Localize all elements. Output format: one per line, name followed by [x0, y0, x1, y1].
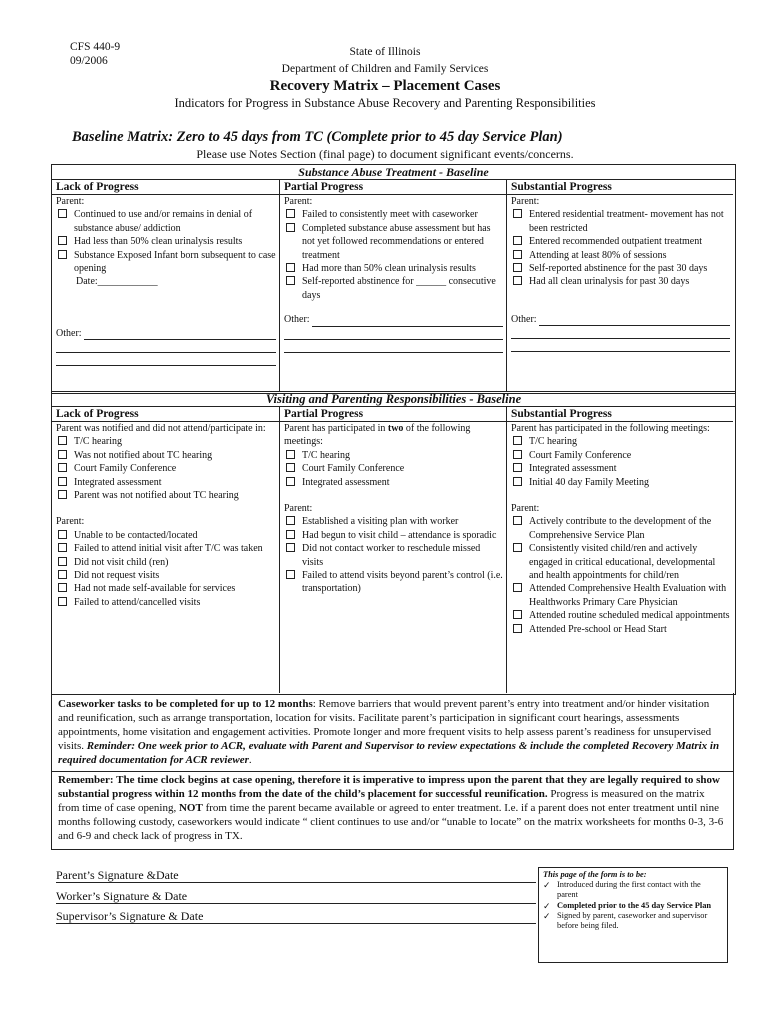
checkmark-icon: ✓: [543, 880, 551, 891]
checkbox-item: Unable to be contacted/located: [56, 529, 276, 542]
checkbox[interactable]: [58, 597, 67, 606]
other-field[interactable]: Other:: [511, 313, 730, 326]
checkbox[interactable]: [58, 490, 67, 499]
parent-label: Parent:: [511, 196, 540, 207]
substance-substantial-column: [507, 195, 733, 392]
parent-label: Parent:: [284, 503, 313, 515]
checkbox-item: Had more than 50% clean urinalysis results: [284, 262, 503, 275]
blank-line[interactable]: [56, 364, 276, 366]
blank-line[interactable]: [511, 337, 730, 339]
checkbox-item: Had all clean urinalysis for past 30 days: [511, 275, 730, 288]
checkbox[interactable]: [286, 223, 295, 232]
substance-partial-header: Partial Progress: [280, 180, 507, 195]
checkbox[interactable]: [513, 624, 522, 633]
visiting-partial-header: Partial Progress: [280, 407, 507, 422]
parent-label: Parent:: [284, 196, 313, 207]
checkbox[interactable]: [513, 276, 522, 285]
checkbox-item: Integrated assessment: [56, 476, 276, 489]
checkbox-item: Completed substance abuse assessment but has not yet followed recommendations or entered treatment: [284, 222, 503, 262]
checkbox-item: T/C hearing: [511, 435, 730, 448]
substance-section-title: Substance Abuse Treatment - Baseline: [52, 165, 735, 180]
checkbox[interactable]: [58, 250, 67, 259]
remember-note: Remember: The time clock begins at case opening, therefore it is imperative to impress upon the parent that they are legally required to show substantial progress within 12 months from the date of the child’s placement for successful reunification. Progress is measured on the matrix from time of case opening, NOT from time the parent became available or agreed to enter treatment. I.e. if a parent does not enter treatment until nine months following custody, caseworkers would indicate “ client continues to use and/or “unable to locate” on the matrix worksheets for months 0-3, 3-6 and 6-9 and check lack of progress in TX.: [51, 772, 734, 850]
checkbox-item: Consistently visited child/ren and actively engaged in critical educational, developmental and health appointments for child/ren: [511, 542, 730, 582]
checkbox-item: Established a visiting plan with worker: [284, 515, 503, 528]
checkbox-item: Failed to attend/cancelled visits: [56, 596, 276, 609]
visiting-lack-header: Lack of Progress: [52, 407, 280, 422]
blank-line[interactable]: [56, 351, 276, 353]
checkbox[interactable]: [58, 543, 67, 552]
checkbox-item: Was not notified about TC hearing: [56, 449, 276, 462]
checkbox-item: Integrated assessment: [511, 462, 730, 475]
checkbox[interactable]: [58, 583, 67, 592]
checkbox[interactable]: [286, 570, 295, 579]
checkmark-icon: ✓: [543, 910, 551, 921]
parent-label: Parent:: [511, 503, 540, 515]
parent-label: Parent:: [56, 516, 85, 528]
checkbox-item: Court Family Conference: [511, 449, 730, 462]
visiting-section: [51, 391, 736, 695]
checkbox-item: Initial 40 day Family Meeting: [511, 476, 730, 489]
checkbox-item: Attending at least 80% of sessions: [511, 249, 730, 262]
substance-substantial-header: Substantial Progress: [507, 180, 733, 195]
checkbox-item: Failed to consistently meet with caseworker: [284, 208, 503, 221]
checkbox[interactable]: [286, 543, 295, 552]
checkbox-item: Had not made self-available for services: [56, 582, 276, 595]
checkbox-item: T/C hearing: [284, 449, 503, 462]
usage-item: ✓ Introduced during the first contact with the parent: [543, 880, 701, 900]
checkbox[interactable]: [513, 610, 522, 619]
baseline-heading: Baseline Matrix: Zero to 45 days from TC (Complete prior to 45 day Service Plan): [72, 129, 563, 145]
checkbox-item: Court Family Conference: [56, 462, 276, 475]
checkbox-item: Had less than 50% clean urinalysis results: [56, 235, 276, 248]
form-date: 09/2006: [70, 55, 108, 67]
visiting-partial-column: [280, 422, 507, 693]
checkbox-item: Attended routine scheduled medical appointments: [511, 609, 730, 622]
checkbox[interactable]: [513, 583, 522, 592]
checkbox-item: Self-reported abstinence for the past 30 days: [511, 262, 730, 275]
parent-signature-line[interactable]: Parent’s Signature &Date: [56, 868, 536, 883]
checkbox[interactable]: [286, 477, 295, 486]
substance-lack-header: Lack of Progress: [52, 180, 280, 195]
partial-intro: Parent has participated in two of the following meetings:: [284, 423, 471, 448]
checkmark-icon: ✓: [543, 900, 551, 911]
checkbox[interactable]: [58, 436, 67, 445]
checkbox-item: Integrated assessment: [284, 476, 503, 489]
checkbox-item: Substance Exposed Infant born subsequent to case opening: [56, 249, 276, 276]
lack-intro: Parent was notified and did not attend/participate in:: [56, 423, 266, 434]
checkbox[interactable]: [286, 450, 295, 459]
usage-item: ✓ Completed prior to the 45 day Service Plan: [543, 900, 712, 911]
checkbox-item: T/C hearing: [56, 435, 276, 448]
form-usage-box: [538, 867, 728, 963]
substantial-intro: Parent has participated in the following meetings:: [511, 423, 710, 434]
substance-section: [51, 164, 736, 394]
checkbox[interactable]: [513, 209, 522, 218]
checkbox-item: Attended Comprehensive Health Evaluation with Healthworks Primary Care Physician: [511, 582, 730, 609]
visiting-substantial-column: [507, 422, 733, 693]
other-field[interactable]: Other:: [56, 327, 276, 340]
blank-line[interactable]: [511, 350, 730, 352]
usage-item: ✓ Signed by parent, caseworker and supervisor before being filed.: [543, 910, 708, 931]
checkbox[interactable]: [513, 250, 522, 259]
checkbox-item: Actively contribute to the development of the Comprehensive Service Plan: [511, 515, 730, 542]
tasks-lead: Caseworker tasks to be completed for up to 12 months: [58, 698, 313, 710]
checkbox-item: Attended Pre-school or Head Start: [511, 623, 730, 636]
notes-instruction: Please use Notes Section (final page) to document significant events/concerns.: [196, 147, 574, 161]
checkbox-item: Court Family Conference: [284, 462, 503, 475]
worker-signature-line[interactable]: Worker’s Signature & Date: [56, 889, 536, 904]
checkbox[interactable]: [513, 543, 522, 552]
checkbox[interactable]: [58, 463, 67, 472]
checkbox[interactable]: [513, 450, 522, 459]
checkbox[interactable]: [286, 276, 295, 285]
checkbox[interactable]: [58, 477, 67, 486]
checkbox[interactable]: [286, 530, 295, 539]
substance-partial-column: [280, 195, 507, 392]
checkbox[interactable]: [513, 463, 522, 472]
checkbox[interactable]: [58, 236, 67, 245]
visiting-substantial-header: Substantial Progress: [507, 407, 733, 422]
visiting-lack-column: [52, 422, 280, 693]
checkbox-item: Did not visit child (ren): [56, 556, 276, 569]
checkbox[interactable]: [58, 530, 67, 539]
visiting-section-title: Visiting and Parenting Responsibilities - Baseline: [52, 392, 735, 407]
checkbox-item: Had begun to visit child – attendance is sporadic: [284, 529, 503, 542]
checkbox-item: Entered residential treatment- movement has not been restricted: [511, 208, 730, 235]
form-title: Recovery Matrix – Placement Cases: [269, 78, 501, 94]
checkbox[interactable]: [286, 463, 295, 472]
tasks-reminder: Reminder: One week prior to ACR, evaluate with Parent and Supervisor to review expectations & include the completed Recovery Matrix in required documentation for ACR reviewer: [58, 740, 720, 766]
checkbox-item: Failed to attend initial visit after T/C was taken: [56, 542, 276, 555]
remember-bold: Remember: The time clock begins at case opening, therefore it is imperative to impress upon the parent that they are legally required to show substantial progress within 12 months from the date of the child’s placement for successful reunification.: [58, 774, 720, 800]
checkbox[interactable]: [513, 516, 522, 525]
checkbox[interactable]: [58, 209, 67, 218]
checkbox-item: Failed to attend visits beyond parent’s control (i.e. transportation): [284, 569, 503, 596]
caseworker-tasks: Caseworker tasks to be completed for up to 12 months: Remove barriers that would prevent parent’s entry into treatment and/or hinder visitation and reunification, such as arrange transportation, location for visits. Facilitate parent’s participation in significant court hearings, assessments appointments, home visitation and engagement activities. Promote longer and more frequent visits to help assess parent’s readiness for unsupervised visits. Reminder: One week prior to ACR, evaluate with Parent and Supervisor to review expectations & include the completed Recovery Matrix in required documentation for ACR reviewer.: [51, 693, 734, 772]
blank-line[interactable]: [284, 351, 503, 353]
checkbox[interactable]: [513, 436, 522, 445]
checkbox-item: Did not contact worker to reschedule missed visits: [284, 542, 503, 569]
checkbox[interactable]: [513, 236, 522, 245]
checkbox-item: Parent was not notified about TC hearing: [56, 489, 276, 502]
checkbox-item: Did not request visits: [56, 569, 276, 582]
substance-lack-column: [52, 195, 280, 392]
checkbox[interactable]: [286, 209, 295, 218]
form-subtitle: Indicators for Progress in Substance Abuse Recovery and Parenting Responsibilities: [174, 96, 596, 110]
state-name: State of Illinois: [349, 46, 421, 58]
checkbox-item: Entered recommended outpatient treatment: [511, 235, 730, 248]
usage-box-title: This page of the form is to be:: [543, 870, 647, 879]
checkbox[interactable]: [58, 557, 67, 566]
checkbox[interactable]: [58, 570, 67, 579]
checkbox-item: Self-reported abstinence for ______ consecutive days: [284, 275, 503, 302]
checkbox[interactable]: [513, 477, 522, 486]
form-number: CFS 440-9: [70, 41, 121, 53]
checkbox[interactable]: [513, 263, 522, 272]
checkbox-item: Continued to use and/or remains in denial of substance abuse/ addiction: [56, 208, 276, 235]
checkbox[interactable]: [58, 450, 67, 459]
parent-label: Parent:: [56, 196, 85, 207]
date-field[interactable]: Date:____________: [76, 276, 158, 288]
department-name: Department of Children and Family Services: [281, 63, 489, 75]
checkbox[interactable]: [286, 516, 295, 525]
blank-line[interactable]: [284, 338, 503, 340]
checkbox[interactable]: [286, 263, 295, 272]
tasks-text: : Remove barriers that would prevent parent’s entry into treatment and/or hinder visitation and reunification, such as arrange transportation, location for visits. Facilitate parent’s participation in significant court hearings, assessments appointments, home visitation and engagement activities. Promote longer and more frequent visits to help assess parent’s readiness for unsupervised visits.: [58, 698, 712, 752]
other-field[interactable]: Other:: [284, 313, 503, 326]
supervisor-signature-line[interactable]: Supervisor’s Signature & Date: [56, 909, 536, 924]
